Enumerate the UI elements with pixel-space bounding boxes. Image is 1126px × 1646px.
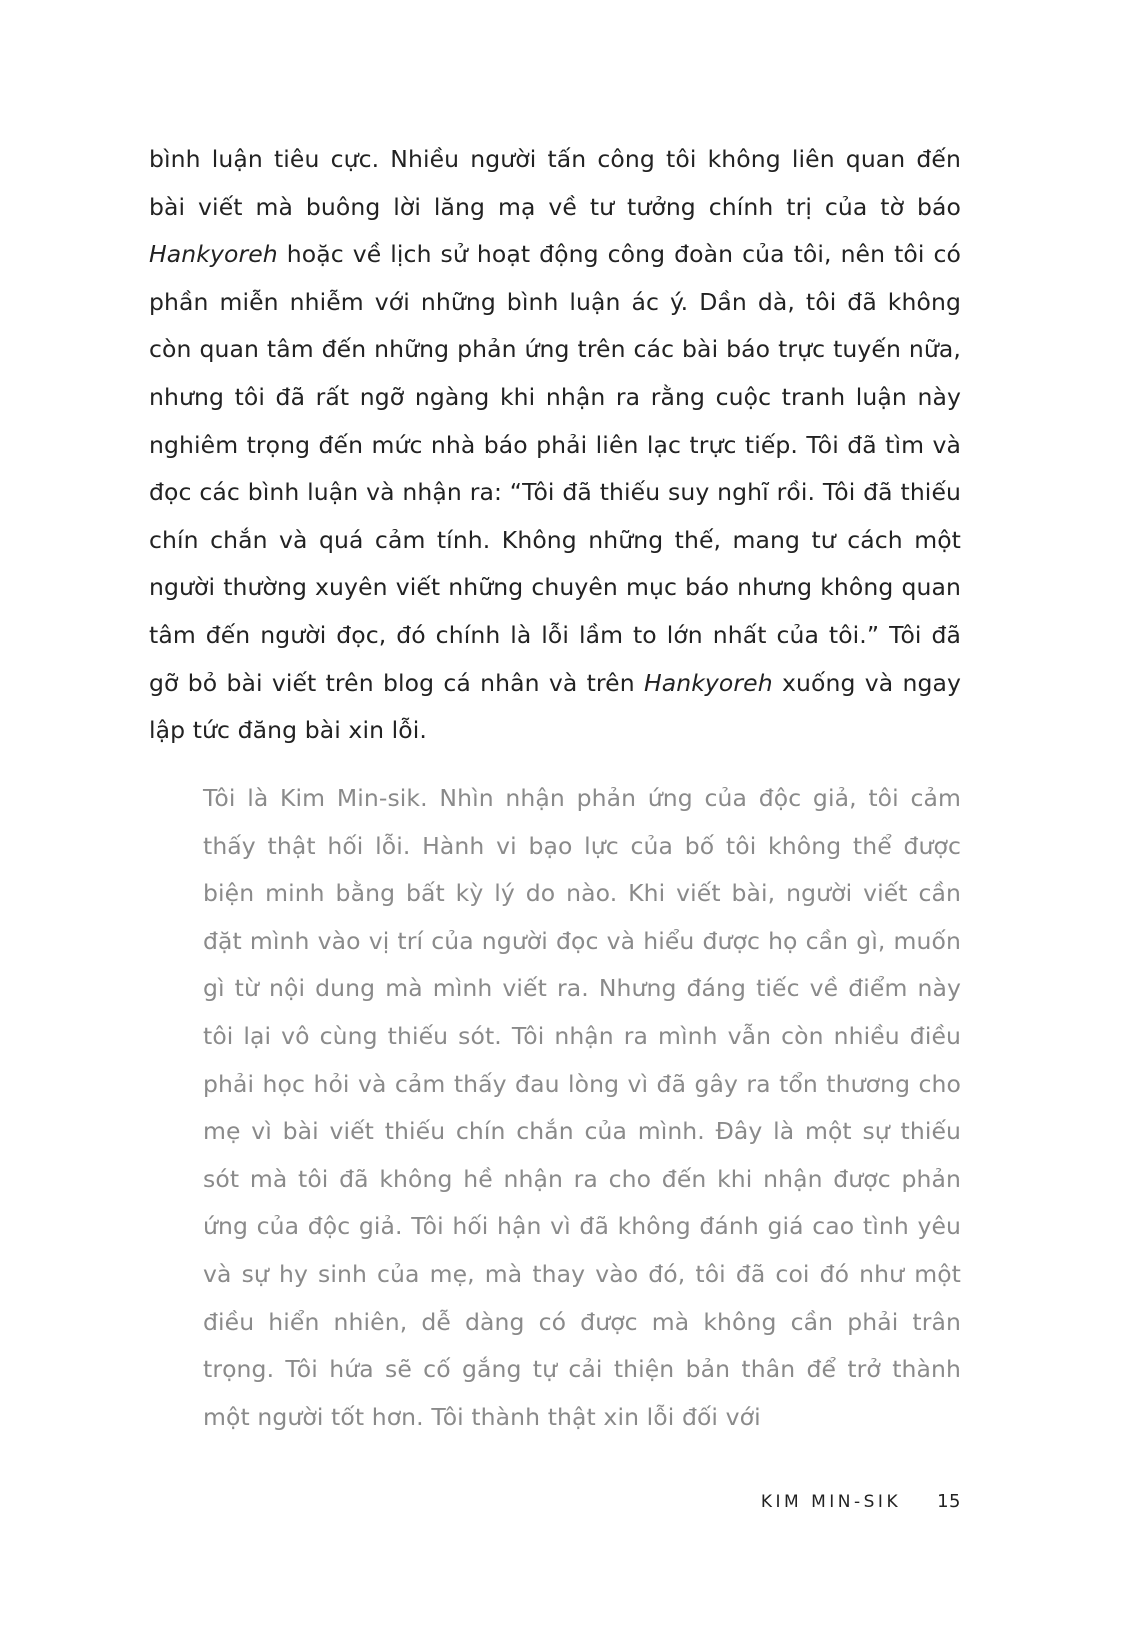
page-footer <box>761 1491 961 1512</box>
body-text-part-3: xuống và ngay lập tức đăng bài xin lỗi. <box>149 668 961 745</box>
body-text-part-1: bình luận tiêu cực. Nhiều người tấn công tôi không liên quan đến bài viết mà buông lời lăng mạ về tư tưởng chính trị của tờ báo <box>149 145 961 221</box>
publication-name-italic: Hankyoreh <box>643 668 773 697</box>
quoted-apology: Tôi là Kim Min-sik. Nhìn nhận phản ứng của độc giả, tôi cảm thấy thật hối lỗi. Hành vi bạo lực của bố tôi không thể được biện minh bằng bất kỳ lý do nào. Khi viết bài, người viết cần đặt mình vào vị trí của người đọc và hiểu được họ cần gì, muốn gì từ nội dung mà mình viết ra. Nhưng đáng tiếc về điểm này tôi lại vô cùng thiếu sót. Tôi nhận ra mình vẫn còn nhiều điều phải học hỏi và cảm thấy đau lòng vì đã gây ra tổn thương cho mẹ vì bài viết thiếu chín chắn của mình. Đây là một sự thiếu sót mà tôi đã không hề nhận ra cho đến khi nhận được phản ứng của độc giả. Tôi hối hận vì đã không đánh giá cao tình yêu và sự hy sinh của mẹ, mà thay vào đó, tôi đã coi đó như một điều hiển nhiên, dễ dàng có được mà không cần phải trân trọng. Tôi hứa sẽ cố gắng tự cải thiện bản thân để trở thành một người tốt hơn. Tôi thành thật xin lỗi đối với <box>203 784 961 1431</box>
body-paragraph <box>149 136 961 755</box>
running-footer-author: KIM MIN-SIK <box>760 1492 902 1512</box>
publication-name-italic: Hankyoreh <box>149 240 278 269</box>
page-number: 15 <box>937 1491 961 1512</box>
body-text-part-2: hoặc về lịch sử hoạt động công đoàn của tôi, nên tôi có phần miễn nhiễm với những bình luận ác ý. Dần dà, tôi đã không còn quan tâm đến những phản ứng trên các bài báo trực tuyến nữa, nhưng tôi đã rất ngỡ ngàng khi nhận ra rằng cuộc tranh luận này nghiêm trọng đến mức nhà báo phải liên lạc trực tiếp. Tôi đã tìm và đọc các bình luận và nhận ra: “Tôi đã thiếu suy nghĩ rồi. Tôi đã thiếu chín chắn và quá cảm tính. Không những thế, mang tư cách một người thường xuyên viết những chuyên mục báo nhưng không quan tâm đến người đọc, đó chính là lỗi lầm to lớn nhất của tôi.” Tôi đã gỡ bỏ bài viết trên blog cá nhân và trên <box>149 240 961 697</box>
